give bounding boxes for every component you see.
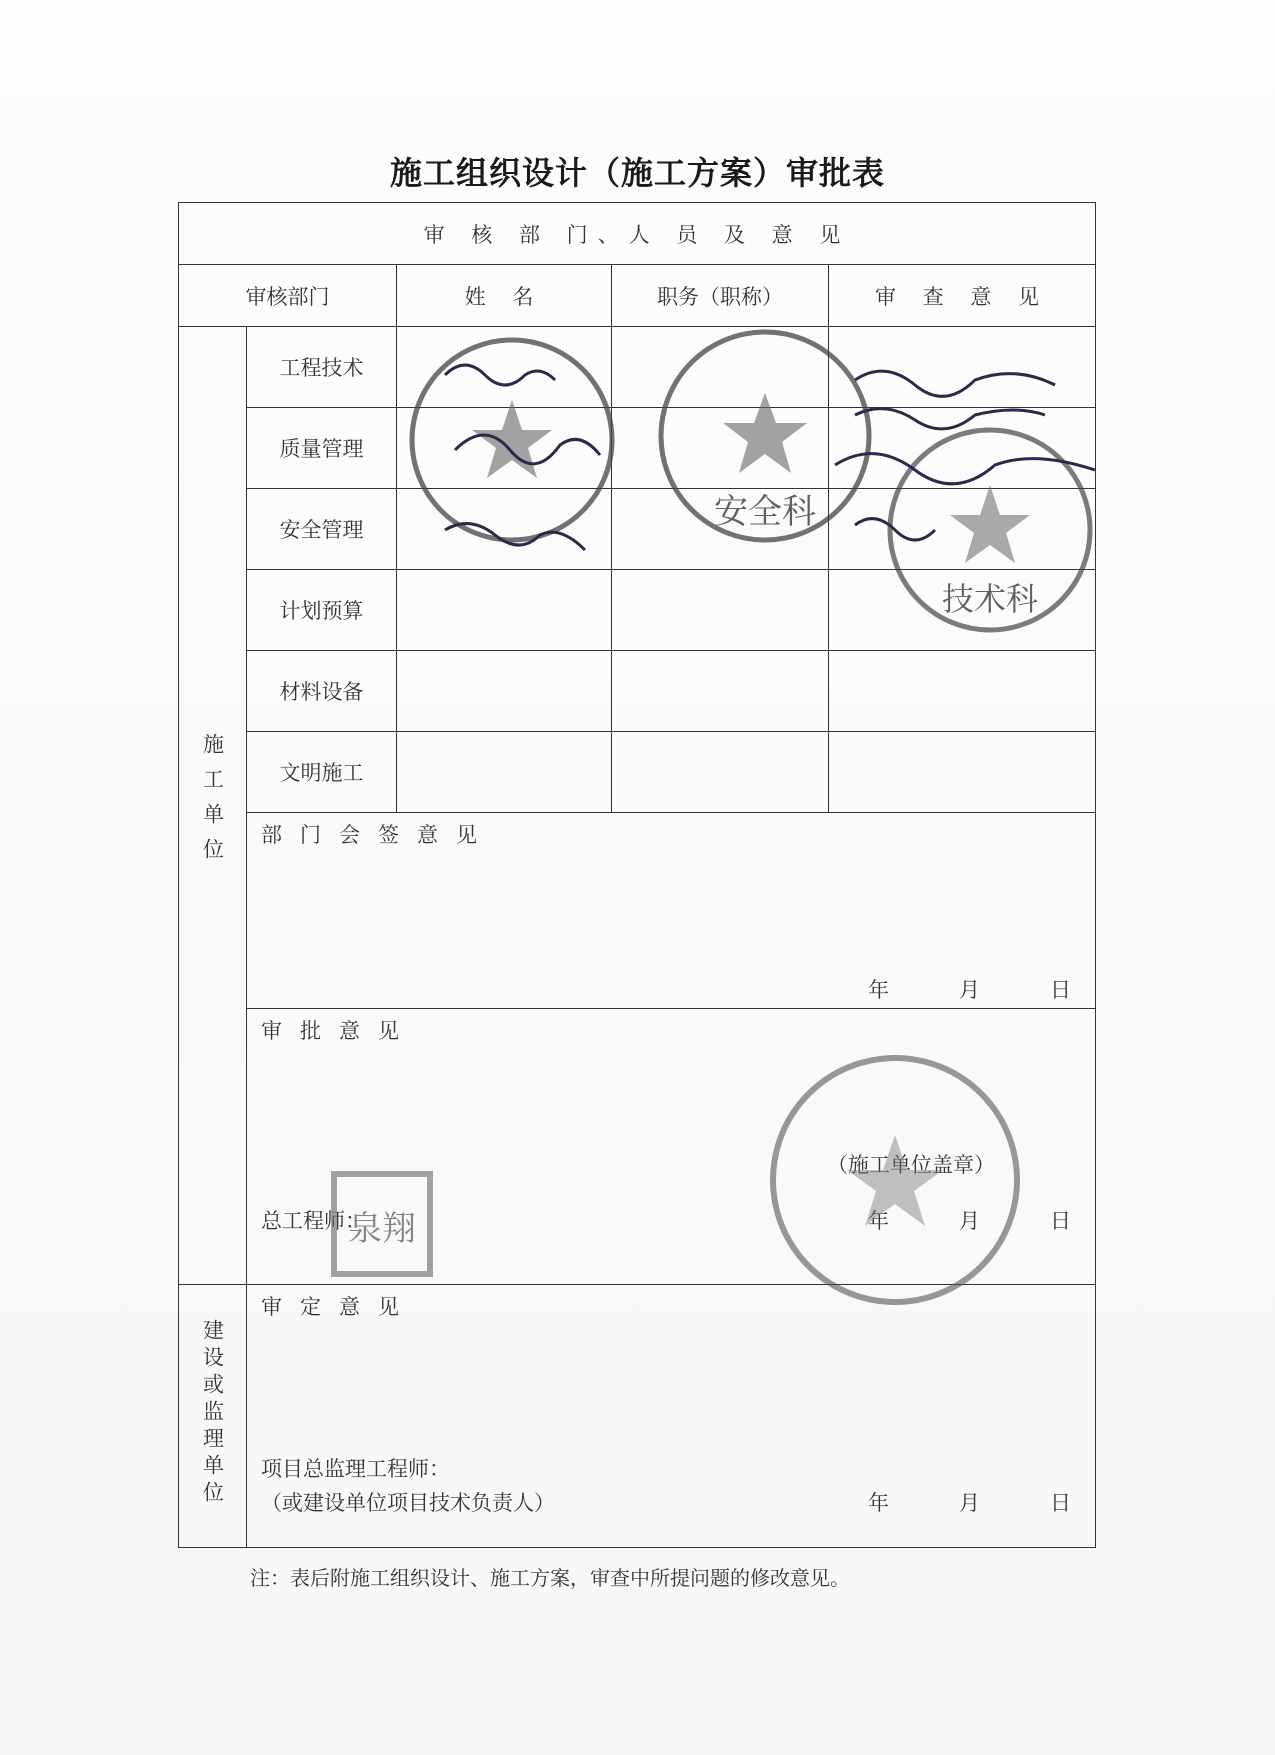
opinion-cell[interactable]	[829, 489, 1096, 570]
owner-tech-lead-label: （或建设单位项目技术负责人）	[261, 1491, 555, 1515]
seal-chief-text: 泉翔	[348, 1209, 416, 1249]
countersign-label: 部门会签意见	[261, 823, 495, 847]
col-header-dept: 审核部门	[179, 265, 397, 327]
col-header-opinion: 审 查 意 见	[829, 265, 1096, 327]
table-row	[179, 489, 1096, 570]
name-cell[interactable]	[397, 732, 612, 813]
final-cell[interactable]	[247, 1285, 1096, 1548]
section-title: 审 核 部 门、人 员 及 意 见	[179, 203, 1096, 265]
table-row	[179, 570, 1096, 651]
final-row	[179, 1285, 1096, 1548]
row-dept-label: 材料设备	[247, 651, 397, 732]
stamp-tech-text: 技术科	[941, 580, 1039, 618]
col-header-position: 职务（职称）	[612, 265, 829, 327]
stamp-note: （施工单位盖章）	[827, 1153, 995, 1177]
month-label: 月	[959, 1209, 980, 1233]
name-cell[interactable]	[397, 408, 612, 489]
supervisor-engineer-label: 项目总监理工程师：	[261, 1457, 450, 1481]
table-row	[179, 327, 1096, 408]
row-dept-label: 计划预算	[247, 570, 397, 651]
opinion-cell[interactable]	[829, 570, 1096, 651]
countersign-date	[868, 974, 1071, 1004]
day-label: 日	[1050, 1491, 1071, 1515]
table-row	[179, 651, 1096, 732]
row-dept-label: 工程技术	[247, 327, 397, 408]
final-label: 审定意见	[261, 1295, 417, 1319]
approval-row	[179, 1009, 1096, 1285]
row-dept-label: 文明施工	[247, 732, 397, 813]
name-cell[interactable]	[397, 651, 612, 732]
stamp-safety-text: 安全科	[714, 492, 816, 532]
name-cell[interactable]	[397, 327, 612, 408]
position-cell[interactable]	[612, 570, 829, 651]
countersign-row	[179, 813, 1096, 1009]
year-label: 年	[868, 1209, 889, 1233]
row-dept-label: 质量管理	[247, 408, 397, 489]
section-header-row	[179, 203, 1096, 265]
month-label: 月	[959, 978, 980, 1002]
footnote: 注：表后附施工组织设计、施工方案，审查中所提问题的修改意见。	[250, 1566, 850, 1590]
position-cell[interactable]	[612, 651, 829, 732]
row-dept-label: 安全管理	[247, 489, 397, 570]
name-cell[interactable]	[397, 489, 612, 570]
contractor-label: 施工单位	[200, 733, 225, 873]
opinion-cell[interactable]	[829, 408, 1096, 489]
position-cell[interactable]	[612, 327, 829, 408]
approval-label: 审批意见	[261, 1019, 417, 1043]
column-header-row	[179, 265, 1096, 327]
countersign-cell[interactable]	[247, 813, 1096, 1009]
col-header-name: 姓 名	[397, 265, 612, 327]
year-label: 年	[868, 978, 889, 1002]
approval-form-table	[178, 202, 1096, 1548]
position-cell[interactable]	[612, 732, 829, 813]
table-row	[179, 408, 1096, 489]
day-label: 日	[1050, 1209, 1071, 1233]
opinion-cell[interactable]	[829, 732, 1096, 813]
opinion-cell[interactable]	[829, 651, 1096, 732]
supervisor-label-cell	[179, 1285, 247, 1548]
opinion-cell[interactable]	[829, 327, 1096, 408]
approval-date	[868, 1205, 1071, 1235]
chief-engineer-label: 总工程师：	[261, 1209, 366, 1233]
final-date	[868, 1487, 1071, 1517]
position-cell[interactable]	[612, 408, 829, 489]
form-title: 施工组织设计（施工方案）审批表	[389, 154, 885, 192]
contractor-label-cell	[179, 327, 247, 1285]
month-label: 月	[959, 1491, 980, 1515]
name-cell[interactable]	[397, 570, 612, 651]
table-row	[179, 732, 1096, 813]
year-label: 年	[868, 1491, 889, 1515]
approval-cell[interactable]	[247, 1009, 1096, 1285]
position-cell[interactable]	[612, 489, 829, 570]
day-label: 日	[1050, 978, 1071, 1002]
supervisor-label: 建设或监理单位	[200, 1319, 225, 1508]
